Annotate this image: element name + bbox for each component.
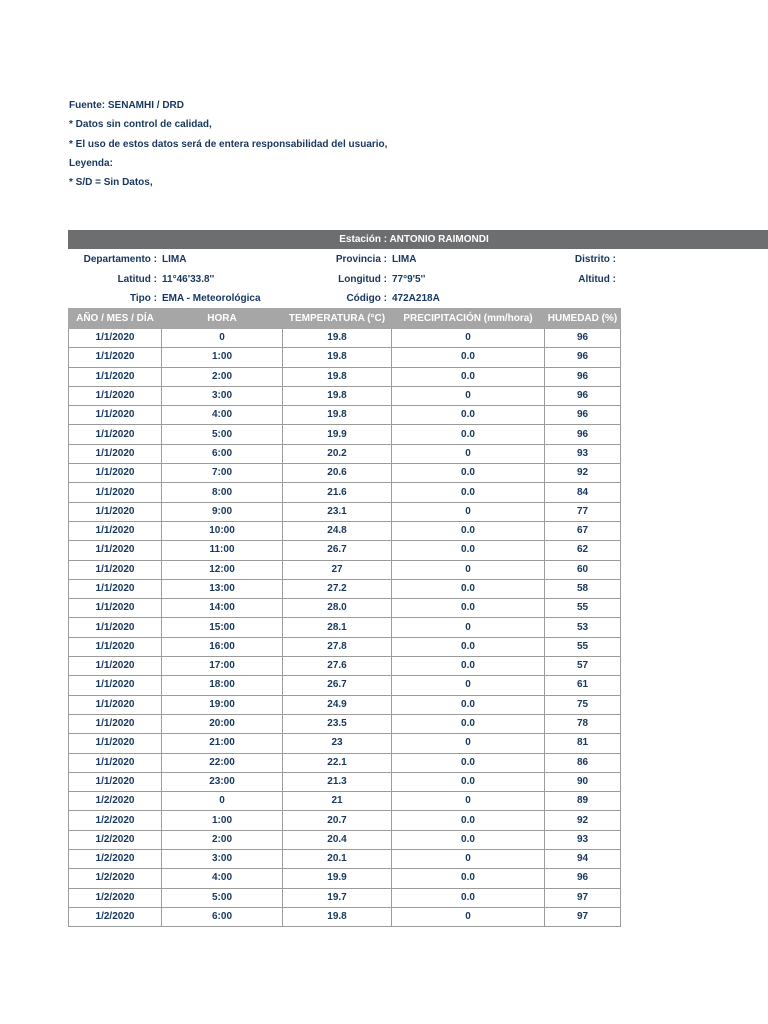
table-row <box>69 502 621 521</box>
cell-date: 1/2/2020 <box>69 907 162 926</box>
cell-humidity: 53 <box>545 618 621 637</box>
cell-temperature: 19.8 <box>283 907 392 926</box>
table-row <box>69 657 621 676</box>
longitud-label: Longitud : <box>338 274 387 285</box>
cell-temperature: 20.1 <box>283 850 392 869</box>
cell-precipitation: 0.0 <box>392 888 545 907</box>
cell-hour: 2:00 <box>162 367 283 386</box>
cell-hour: 8:00 <box>162 483 283 502</box>
cell-precipitation: 0.0 <box>392 637 545 656</box>
cell-temperature: 19.9 <box>283 425 392 444</box>
cell-date: 1/1/2020 <box>69 502 162 521</box>
cell-humidity: 58 <box>545 579 621 598</box>
cell-humidity: 55 <box>545 637 621 656</box>
table-row <box>69 579 621 598</box>
table-row <box>69 541 621 560</box>
cell-hour: 12:00 <box>162 560 283 579</box>
cell-humidity: 96 <box>545 425 621 444</box>
cell-temperature: 21 <box>283 792 392 811</box>
cell-humidity: 96 <box>545 869 621 888</box>
cell-hour: 10:00 <box>162 521 283 540</box>
cell-date: 1/1/2020 <box>69 367 162 386</box>
table-row <box>69 907 621 926</box>
cell-date: 1/1/2020 <box>69 386 162 405</box>
cell-humidity: 96 <box>545 329 621 348</box>
table-row <box>69 714 621 733</box>
cell-precipitation: 0 <box>392 734 545 753</box>
note-quality: * Datos sin control de calidad, <box>69 119 212 131</box>
header-date: AÑO / MES / DÍA <box>69 309 162 329</box>
cell-humidity: 96 <box>545 348 621 367</box>
cell-temperature: 28.1 <box>283 618 392 637</box>
cell-date: 1/2/2020 <box>69 792 162 811</box>
cell-precipitation: 0 <box>392 386 545 405</box>
cell-date: 1/1/2020 <box>69 676 162 695</box>
cell-date: 1/1/2020 <box>69 753 162 772</box>
cell-humidity: 93 <box>545 444 621 463</box>
note-source: Fuente: SENAMHI / DRD <box>69 100 184 111</box>
cell-precipitation: 0.0 <box>392 753 545 772</box>
cell-precipitation: 0 <box>392 444 545 463</box>
cell-date: 1/1/2020 <box>69 637 162 656</box>
header-hour: HORA <box>162 309 283 329</box>
cell-precipitation: 0.0 <box>392 579 545 598</box>
table-row <box>69 444 621 463</box>
cell-temperature: 24.8 <box>283 521 392 540</box>
cell-hour: 6:00 <box>162 444 283 463</box>
cell-hour: 21:00 <box>162 734 283 753</box>
table-row <box>69 850 621 869</box>
cell-date: 1/1/2020 <box>69 464 162 483</box>
cell-humidity: 89 <box>545 792 621 811</box>
cell-temperature: 27.6 <box>283 657 392 676</box>
latitud-value: 11°46'33.8'' <box>162 274 215 285</box>
cell-date: 1/2/2020 <box>69 850 162 869</box>
cell-hour: 17:00 <box>162 657 283 676</box>
cell-temperature: 27.2 <box>283 579 392 598</box>
cell-hour: 13:00 <box>162 579 283 598</box>
hourly-data-table <box>68 308 621 927</box>
cell-hour: 5:00 <box>162 888 283 907</box>
cell-temperature: 19.8 <box>283 367 392 386</box>
cell-hour: 11:00 <box>162 541 283 560</box>
cell-date: 1/1/2020 <box>69 772 162 791</box>
cell-temperature: 19.8 <box>283 386 392 405</box>
table-header-row <box>69 309 621 329</box>
distrito-label: Distrito : <box>574 254 616 265</box>
cell-date: 1/1/2020 <box>69 579 162 598</box>
cell-precipitation: 0.0 <box>392 521 545 540</box>
table-row <box>69 772 621 791</box>
cell-temperature: 20.4 <box>283 830 392 849</box>
cell-date: 1/1/2020 <box>69 657 162 676</box>
cell-precipitation: 0.0 <box>392 348 545 367</box>
table-row <box>69 869 621 888</box>
cell-hour: 22:00 <box>162 753 283 772</box>
cell-humidity: 60 <box>545 560 621 579</box>
cell-precipitation: 0.0 <box>392 869 545 888</box>
table-row <box>69 888 621 907</box>
cell-humidity: 62 <box>545 541 621 560</box>
cell-temperature: 20.2 <box>283 444 392 463</box>
cell-humidity: 55 <box>545 599 621 618</box>
cell-precipitation: 0.0 <box>392 714 545 733</box>
cell-temperature: 20.7 <box>283 811 392 830</box>
cell-precipitation: 0 <box>392 676 545 695</box>
cell-hour: 4:00 <box>162 869 283 888</box>
station-title-bar <box>68 230 768 249</box>
station-title: Estación : ANTONIO RAIMONDI <box>339 234 489 245</box>
header-humidity: HUMEDAD (%) <box>545 309 621 329</box>
cell-temperature: 23 <box>283 734 392 753</box>
cell-humidity: 78 <box>545 714 621 733</box>
info-row-coordinates <box>68 270 628 289</box>
cell-date: 1/1/2020 <box>69 406 162 425</box>
cell-temperature: 24.9 <box>283 695 392 714</box>
info-row-type <box>68 289 628 308</box>
cell-date: 1/1/2020 <box>69 444 162 463</box>
table-row <box>69 753 621 772</box>
cell-precipitation: 0 <box>392 850 545 869</box>
cell-temperature: 26.7 <box>283 541 392 560</box>
cell-date: 1/1/2020 <box>69 521 162 540</box>
cell-hour: 14:00 <box>162 599 283 618</box>
cell-precipitation: 0.0 <box>392 541 545 560</box>
cell-temperature: 27 <box>283 560 392 579</box>
cell-humidity: 97 <box>545 907 621 926</box>
cell-hour: 20:00 <box>162 714 283 733</box>
cell-date: 1/1/2020 <box>69 425 162 444</box>
cell-humidity: 61 <box>545 676 621 695</box>
table-row <box>69 329 621 348</box>
table-body <box>69 329 621 927</box>
header-temperature: TEMPERATURA (°C) <box>283 309 392 329</box>
cell-hour: 0 <box>162 329 283 348</box>
cell-hour: 1:00 <box>162 811 283 830</box>
table-row <box>69 406 621 425</box>
cell-humidity: 77 <box>545 502 621 521</box>
cell-precipitation: 0.0 <box>392 367 545 386</box>
cell-temperature: 26.7 <box>283 676 392 695</box>
cell-humidity: 92 <box>545 811 621 830</box>
cell-hour: 0 <box>162 792 283 811</box>
cell-precipitation: 0.0 <box>392 483 545 502</box>
cell-humidity: 90 <box>545 772 621 791</box>
cell-date: 1/1/2020 <box>69 734 162 753</box>
cell-hour: 9:00 <box>162 502 283 521</box>
table-row <box>69 695 621 714</box>
cell-humidity: 93 <box>545 830 621 849</box>
cell-precipitation: 0.0 <box>392 772 545 791</box>
cell-date: 1/2/2020 <box>69 888 162 907</box>
table-row <box>69 637 621 656</box>
header-precipitation: PRECIPITACIÓN (mm/hora) <box>392 309 545 329</box>
table-row <box>69 464 621 483</box>
cell-hour: 1:00 <box>162 348 283 367</box>
cell-hour: 6:00 <box>162 907 283 926</box>
cell-precipitation: 0.0 <box>392 425 545 444</box>
cell-precipitation: 0 <box>392 618 545 637</box>
cell-date: 1/2/2020 <box>69 830 162 849</box>
provincia-label: Provincia : <box>335 254 387 265</box>
cell-date: 1/1/2020 <box>69 714 162 733</box>
cell-hour: 18:00 <box>162 676 283 695</box>
cell-date: 1/1/2020 <box>69 695 162 714</box>
table-row <box>69 618 621 637</box>
cell-precipitation: 0.0 <box>392 406 545 425</box>
cell-temperature: 27.8 <box>283 637 392 656</box>
cell-temperature: 22.1 <box>283 753 392 772</box>
table-row <box>69 386 621 405</box>
departamento-label: Departamento : <box>83 254 157 265</box>
longitud-value: 77°9'5'' <box>392 274 426 285</box>
cell-humidity: 96 <box>545 406 621 425</box>
cell-hour: 5:00 <box>162 425 283 444</box>
cell-hour: 3:00 <box>162 850 283 869</box>
cell-humidity: 57 <box>545 657 621 676</box>
table-row <box>69 792 621 811</box>
cell-precipitation: 0 <box>392 329 545 348</box>
cell-precipitation: 0.0 <box>392 464 545 483</box>
table-row <box>69 830 621 849</box>
departamento-value: LIMA <box>162 254 187 265</box>
cell-temperature: 19.7 <box>283 888 392 907</box>
cell-humidity: 94 <box>545 850 621 869</box>
cell-temperature: 19.8 <box>283 406 392 425</box>
table-row <box>69 734 621 753</box>
note-responsibility: * El uso de estos datos será de entera responsabilidad del usuario, <box>69 138 388 150</box>
codigo-value: 472A218A <box>392 293 440 304</box>
cell-precipitation: 0 <box>392 560 545 579</box>
cell-precipitation: 0.0 <box>392 830 545 849</box>
cell-hour: 3:00 <box>162 386 283 405</box>
info-row-location <box>68 250 628 269</box>
table-row <box>69 367 621 386</box>
table-row <box>69 599 621 618</box>
cell-precipitation: 0 <box>392 792 545 811</box>
cell-hour: 19:00 <box>162 695 283 714</box>
cell-precipitation: 0.0 <box>392 599 545 618</box>
cell-humidity: 75 <box>545 695 621 714</box>
latitud-label: Latitud : <box>117 274 157 285</box>
cell-hour: 23:00 <box>162 772 283 791</box>
cell-date: 1/1/2020 <box>69 599 162 618</box>
cell-date: 1/1/2020 <box>69 618 162 637</box>
table-row <box>69 560 621 579</box>
cell-humidity: 96 <box>545 386 621 405</box>
cell-humidity: 84 <box>545 483 621 502</box>
source-notes <box>69 96 387 192</box>
cell-date: 1/1/2020 <box>69 348 162 367</box>
cell-temperature: 19.8 <box>283 329 392 348</box>
note-legend: Leyenda: <box>69 157 113 169</box>
cell-precipitation: 0.0 <box>392 811 545 830</box>
provincia-value: LIMA <box>392 254 417 265</box>
cell-date: 1/1/2020 <box>69 329 162 348</box>
tipo-label: Tipo : <box>129 293 157 304</box>
cell-precipitation: 0.0 <box>392 657 545 676</box>
codigo-label: Código : <box>346 293 387 304</box>
cell-humidity: 92 <box>545 464 621 483</box>
cell-hour: 15:00 <box>162 618 283 637</box>
cell-temperature: 23.5 <box>283 714 392 733</box>
cell-humidity: 97 <box>545 888 621 907</box>
cell-temperature: 28.0 <box>283 599 392 618</box>
cell-date: 1/1/2020 <box>69 560 162 579</box>
table-row <box>69 425 621 444</box>
table-row <box>69 521 621 540</box>
cell-date: 1/1/2020 <box>69 541 162 560</box>
cell-precipitation: 0 <box>392 502 545 521</box>
table-row <box>69 483 621 502</box>
cell-temperature: 21.6 <box>283 483 392 502</box>
cell-temperature: 19.8 <box>283 348 392 367</box>
cell-date: 1/2/2020 <box>69 811 162 830</box>
cell-hour: 7:00 <box>162 464 283 483</box>
table-row <box>69 348 621 367</box>
cell-humidity: 86 <box>545 753 621 772</box>
cell-humidity: 67 <box>545 521 621 540</box>
tipo-value: EMA - Meteorológica <box>162 293 261 304</box>
cell-humidity: 81 <box>545 734 621 753</box>
cell-date: 1/1/2020 <box>69 483 162 502</box>
cell-temperature: 21.3 <box>283 772 392 791</box>
cell-temperature: 19.9 <box>283 869 392 888</box>
altitud-label: Altitud : <box>578 274 616 285</box>
cell-temperature: 20.6 <box>283 464 392 483</box>
cell-precipitation: 0 <box>392 907 545 926</box>
cell-precipitation: 0.0 <box>392 695 545 714</box>
cell-hour: 2:00 <box>162 830 283 849</box>
cell-temperature: 23.1 <box>283 502 392 521</box>
cell-humidity: 96 <box>545 367 621 386</box>
table-row <box>69 811 621 830</box>
cell-date: 1/2/2020 <box>69 869 162 888</box>
table-row <box>69 676 621 695</box>
cell-hour: 4:00 <box>162 406 283 425</box>
note-sd: * S/D = Sin Datos, <box>69 177 153 189</box>
cell-hour: 16:00 <box>162 637 283 656</box>
